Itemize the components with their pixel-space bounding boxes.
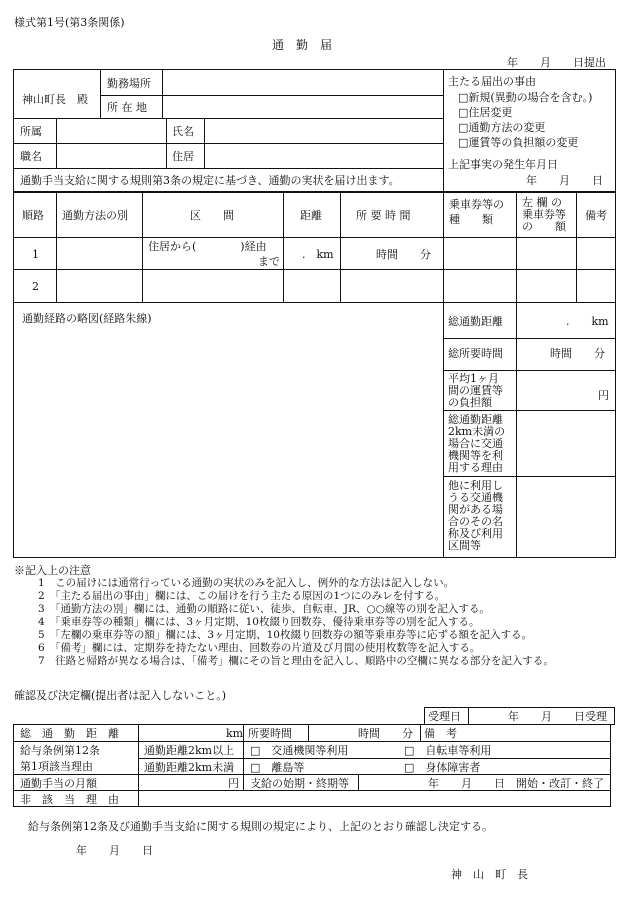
page-title: 通 勤 届 [272,38,333,52]
note-4: 4 「乗車券等の種類」欄には、3ヶ月定期、10枚綴り回数券、優待乗車券等の別を記入する。 [38,616,480,628]
short-reason-5: 用する理由 [448,461,503,474]
opt-transport[interactable]: □ 交通機関等利用 [250,744,349,757]
col-section: 区 間 [190,209,234,222]
total-time-value[interactable]: 時間 分 [550,347,605,360]
period-value[interactable]: 年 月 日 開始・改訂・終了 [428,777,604,790]
form-number: 様式第1号(第3条関係) [14,16,125,29]
occurrence-date: 年 月 日 [526,174,603,187]
note-7: 7 往路と帰路が異なる場合は、「備考」欄にその旨と理由を記入し、順路中の空欄に異なる部分を記入する。 [38,655,554,667]
col-left-amount-2: 乗車券等 [522,208,566,221]
short-reason-1: 総通勤距離 [448,413,503,426]
article-label-2: 第1項該当理由 [20,760,93,773]
monthly-yen: 円 [228,777,239,790]
confirm-distance-label: 総 通 勤 距 離 [20,727,119,740]
name-label: 氏名 [172,125,194,138]
affiliation-label: 所属 [20,125,42,138]
note-1: 1 この届けには通常行っている通勤の実状のみを記入し、例外的な方法は記入しない。 [38,577,455,589]
col-left-amount: 左 欄 の [522,196,562,209]
avg-fare-label-1: 平均1ヶ月 [448,372,499,385]
avg-fare-label-2: 間の運賃等 [448,384,503,397]
period-label: 支給の始期・終期等 [250,777,349,790]
occurrence-label: 上記事実の発生年月日 [448,158,558,171]
other-transport-6: 区間等 [448,539,481,552]
col-order: 順路 [22,209,44,222]
reason-new[interactable]: □新規(異動の場合を含む。) [458,91,593,104]
col-ticket-type: 乗車券等の [449,198,504,211]
reason-method[interactable]: □通勤方法の変更 [458,121,546,134]
note-5: 5 「左欄の乗車券等の額」欄には、3ヶ月定期、10枚綴り回数券の額等乗車券等に応ずる額を記入する。 [38,629,532,641]
opt-island[interactable]: □ 離島等 [250,761,305,774]
other-transport-3: 関がある場 [448,503,503,516]
opt-disability[interactable]: □ 身体障害者 [404,761,481,774]
signer: 神 山 町 長 [451,868,528,881]
statement: 通勤手当支給に関する規則第3条の規定に基づき、通勤の実状を届け出ます。 [20,174,400,187]
col-remarks: 備考 [585,209,607,222]
monthly-label: 通勤手当の月額 [20,777,97,790]
article-label-1: 給与条例第12条 [20,744,100,757]
submission-date: 年 月 日提出 [507,56,606,69]
reason-fare[interactable]: □運賃等の負担額の変更 [458,136,579,149]
row-2-order: 2 [32,280,39,293]
confirm-time-value[interactable]: 時間 分 [358,727,413,740]
row-1-section[interactable]: 住居から( )経由 [148,240,267,253]
notes-title: ※記入上の注意 [14,564,91,577]
position-label: 職名 [20,150,42,163]
received-label: 受理日 [428,710,461,723]
avg-fare-unit: 円 [598,389,609,402]
col-ticket-type-2: 種 類 [449,213,493,226]
row-1-order: 1 [32,248,39,261]
avg-fare-label-3: の負担額 [448,396,492,409]
row-1-time[interactable]: 時間 分 [376,248,431,261]
addressee: 神山町長 殿 [22,93,88,106]
reason-residence[interactable]: □住居変更 [458,106,513,119]
col-distance: 距離 [300,209,322,222]
other-transport-4: 合のその名 [448,515,503,528]
short-reason-4: 機関等を利 [448,449,503,462]
total-time-label: 総所要時間 [448,347,503,360]
total-distance-label: 総通勤距離 [448,315,503,328]
confirm-km: km [226,727,244,740]
col-left-amount-3: の 額 [522,220,566,233]
other-transport-1: 他に利用し [448,479,503,492]
short-reason-2: 2km未満の [448,425,506,438]
reason-title: 主たる届出の事由 [448,75,536,88]
note-3: 3 「通勤方法の別」欄には、通勤の順路に従い、徒歩、自転車、JR、○○線等の別を記入する。 [38,603,490,615]
short-reason-3: 場合に交通 [448,437,503,450]
row-1-section-to: まで [258,255,280,268]
total-distance-value[interactable]: . km [566,315,609,328]
col-time: 所 要 時 間 [356,209,411,222]
received-date[interactable]: 年 月 日受理 [508,710,607,723]
confirm-remarks-label: 備 考 [424,727,457,740]
other-transport-5: 称及び利用 [448,527,503,540]
workplace-label: 勤務場所 [107,77,151,90]
route-map-label: 通勤経路の略図(経路朱線) [22,312,152,325]
decision-date: 年 月 日 [76,844,153,857]
note-2: 2 「主たる届出の事由」欄には、この届けを行う主たる原因の1つにのみレを付する。 [38,590,446,602]
over-2km: 通勤距離2km以上 [144,744,235,757]
non-applicable-label: 非 該 当 理 由 [20,793,119,806]
under-2km: 通勤距離2km未満 [144,761,235,774]
opt-car[interactable]: □ 自転車等利用 [404,744,492,757]
residence-label: 住居 [172,150,194,163]
note-6: 6 「備考」欄には、定期券を持たない理由、回数券の片道及び月間の使用枚数等を記入する。 [38,642,481,654]
address-label: 所 在 地 [107,101,147,114]
confirm-title: 確認及び決定欄(提出者は記入しないこと。) [14,689,227,702]
decision-text: 給与条例第12条及び通勤手当支給に関する規則の規定により、上記のとおり確認し決定する。 [28,820,493,833]
other-transport-2: うる交通機 [448,491,503,504]
confirm-time-label: 所要時間 [248,727,292,740]
row-1-distance[interactable]: . km [302,248,334,261]
col-method: 通勤方法の別 [62,209,128,222]
